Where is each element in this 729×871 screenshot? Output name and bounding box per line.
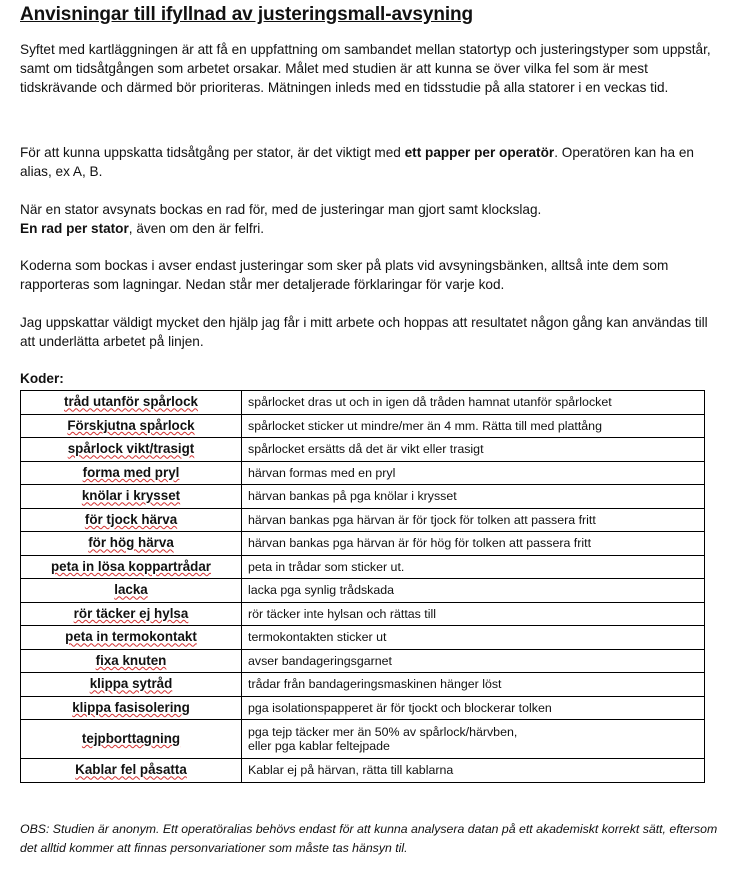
document-title: Anvisningar till ifyllnad av justeringsmall-avsyning: [20, 4, 474, 25]
paragraph-text: För att kunna uppskatta tidsåtgång per stator, är det viktigt med: [20, 145, 405, 160]
table-row: [21, 759, 705, 783]
description-cell: pga isolationspapperet är för tjockt och blockerar tolken: [242, 696, 705, 720]
paragraph-one-row-per-stator: [20, 200, 720, 238]
table-row: [21, 438, 705, 462]
paragraph-emphasis: En rad per stator: [20, 221, 129, 236]
paragraph-emphasis: ett papper per operatör: [404, 145, 555, 160]
code-cell: peta in lösa koppartrådar: [21, 555, 242, 579]
description-cell: termokontakten sticker ut: [242, 626, 705, 650]
description-cell: spårlocket dras ut och in igen då tråden hamnat utanför spårlocket: [242, 391, 705, 415]
description-line: pga tejp täcker mer än 50% av spårlock/härvben,: [248, 725, 518, 739]
code-cell: för tjock härva: [21, 508, 242, 532]
table-row: [21, 555, 705, 579]
table-row: [21, 673, 705, 697]
table-row: [21, 485, 705, 509]
description-cell: peta in trådar som sticker ut.: [242, 555, 705, 579]
table-row: [21, 696, 705, 720]
paragraph-purpose: Syftet med kartläggningen är att få en uppfattning om sambandet mellan statortyp och justeringstyper som uppstår, samt om tidsåtgången som arbetet orsakar. Målet med studien är att kunna se över vilka fel som är mest tidskrävande och därmed bör prioriteras. Mätningen inleds med en tidsstudie på alla statorer i en veckas tid.: [20, 42, 711, 95]
table-row: [21, 720, 705, 759]
code-cell: Kablar fel påsatta: [21, 759, 242, 783]
description-line: eller pga kablar feltejpade: [248, 739, 390, 753]
table-row: [21, 461, 705, 485]
description-cell: rör täcker inte hylsan och rättas till: [242, 602, 705, 626]
code-cell: knölar i krysset: [21, 485, 242, 509]
anonymity-note: OBS: Studien är anonym. Ett operatöralias behövs endast för att kunna analysera datan på ett akademiskt korrekt sätt, eftersom det alltid kommer att finnas personvariationer som måste tas hänsyn til.: [20, 822, 718, 855]
code-cell: Förskjutna spårlock: [21, 414, 242, 438]
code-cell: forma med pryl: [21, 461, 242, 485]
code-cell: klippa fasisolering: [21, 696, 242, 720]
paragraph-codes-explanation: Koderna som bockas i avser endast justeringar som sker på plats vid avsyningsbänken, alltså inte dem som rapporteras som lagningar. Nedan står mer detaljerade förklaringar för varje kod.: [20, 258, 669, 292]
description-cell: [242, 720, 705, 759]
description-cell: härvan formas med en pryl: [242, 461, 705, 485]
codes-heading: Koder:: [20, 371, 64, 386]
code-cell: peta in termokontakt: [21, 626, 242, 650]
codes-table: [20, 390, 705, 783]
table-row: [21, 391, 705, 415]
description-cell: härvan bankas på pga knölar i krysset: [242, 485, 705, 509]
paragraph-text: , även om den är felfri.: [128, 221, 265, 236]
table-row: [21, 626, 705, 650]
table-row: [21, 532, 705, 556]
description-cell: härvan bankas pga härvan är för tjock för tolken att passera fritt: [242, 508, 705, 532]
paragraph-thanks: Jag uppskattar väldigt mycket den hjälp jag får i mitt arbete och hoppas att resultatet någon gång kan användas till att underlätta arbetet på linjen.: [20, 315, 708, 349]
code-cell: lacka: [21, 579, 242, 603]
description-cell: avser bandageringsgarnet: [242, 649, 705, 673]
code-cell: klippa sytråd: [21, 673, 242, 697]
code-cell: rör täcker ej hylsa: [21, 602, 242, 626]
description-cell: trådar från bandageringsmaskinen hänger löst: [242, 673, 705, 697]
table-row: [21, 414, 705, 438]
description-cell: Kablar ej på härvan, rätta till kablarna: [242, 759, 705, 783]
paragraph-text: När en stator avsynats bockas en rad för, med de justeringar man gjort samt klockslag.: [20, 202, 542, 217]
description-cell: spårlocket ersätts då det är vikt eller trasigt: [242, 438, 705, 462]
paragraph-text: . Operatören kan ha en alias, ex A, B.: [20, 145, 694, 179]
paragraph-one-paper-per-operator: [20, 143, 720, 181]
table-row: [21, 649, 705, 673]
code-cell: för hög härva: [21, 532, 242, 556]
table-row: [21, 602, 705, 626]
description-cell: lacka pga synlig trådskada: [242, 579, 705, 603]
description-cell: härvan bankas pga härvan är för hög för tolken att passera fritt: [242, 532, 705, 556]
description-cell: spårlocket sticker ut mindre/mer än 4 mm. Rätta till med plattång: [242, 414, 705, 438]
code-cell: spårlock vikt/trasigt: [21, 438, 242, 462]
code-cell: tråd utanför spårlock: [21, 391, 242, 415]
table-row: [21, 579, 705, 603]
code-cell: fixa knuten: [21, 649, 242, 673]
code-cell: tejpborttagning: [21, 720, 242, 759]
table-row: [21, 508, 705, 532]
